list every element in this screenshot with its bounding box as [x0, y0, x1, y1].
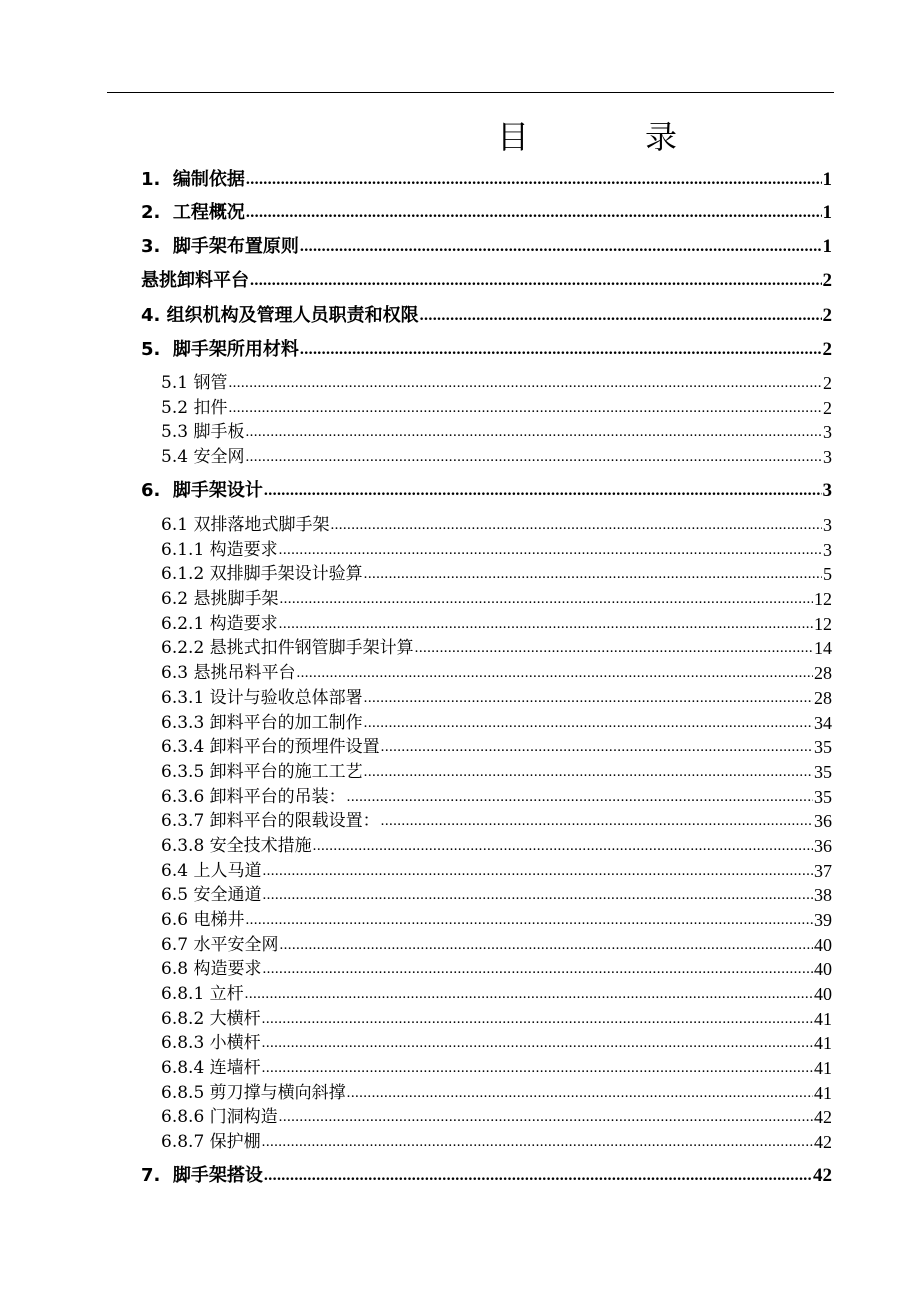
toc-entry-cantilever-platform[interactable]: [141, 269, 832, 293]
toc-entry-label: 6.8.2 大横杆: [161, 1009, 261, 1029]
toc-page-number: 3: [823, 540, 832, 560]
toc-page-number: 41: [814, 1009, 832, 1029]
toc-entry-6-1-2[interactable]: [161, 562, 832, 586]
dot-leader: [279, 587, 813, 611]
toc-entry-6-4[interactable]: [161, 859, 832, 883]
toc-entry-label: 6.1.1 构造要求: [161, 540, 278, 560]
dot-leader: [279, 538, 822, 562]
toc-page-number: 40: [814, 959, 832, 979]
toc-entry-label: 3. 脚手架布置原则: [141, 236, 299, 257]
toc-page-number: 41: [814, 1083, 832, 1103]
dot-leader: [246, 168, 822, 192]
toc-entry-6-3-4[interactable]: [161, 735, 832, 759]
toc-entry-label: 6.3.8 安全技术措施: [161, 836, 312, 856]
toc-page-number: 2: [823, 398, 832, 418]
dot-leader: [264, 479, 822, 503]
toc-page-number: 1: [822, 169, 832, 190]
toc-entry-label: 6. 脚手架设计: [141, 480, 263, 501]
dot-leader: [245, 982, 813, 1006]
toc-page-number: 28: [814, 663, 832, 683]
dot-leader: [347, 785, 813, 809]
toc-page-number: 42: [814, 1132, 832, 1152]
dot-leader: [228, 371, 822, 395]
toc-entry-6-1[interactable]: [161, 513, 832, 537]
toc-page-number: 41: [814, 1058, 832, 1078]
toc-entry-6-3-5[interactable]: [161, 760, 832, 784]
toc-entry-label: 1. 编制依据: [141, 169, 245, 190]
title-char-1: 目: [497, 118, 530, 156]
toc-page-number: 3: [823, 422, 832, 442]
toc-page-number: 35: [814, 737, 832, 757]
toc-entry-label: 2. 工程概况: [141, 202, 245, 223]
toc-entry-label: 6.2 悬挑脚手架: [161, 589, 279, 609]
dot-leader: [264, 1164, 812, 1188]
dot-leader: [262, 957, 813, 981]
toc-entry-label: 5.3 脚手板: [161, 422, 245, 442]
toc-entry-label: 6.3 悬挑吊料平台: [161, 663, 296, 683]
toc-entry-5-4[interactable]: [161, 445, 832, 469]
toc-page-number: 14: [814, 638, 832, 658]
toc-page-number: 40: [814, 984, 832, 1004]
toc-entry-label: 6.2.2 悬挑式扣件钢管脚手架计算: [161, 638, 414, 658]
toc-entry-label: 6.8.4 连墙杆: [161, 1058, 261, 1078]
toc-page-number: 35: [814, 762, 832, 782]
dot-leader: [420, 304, 822, 328]
dot-leader: [300, 338, 822, 362]
toc-entry-6-8-2[interactable]: [161, 1007, 832, 1031]
toc-entry-label: 6.8.7 保护棚: [161, 1132, 261, 1152]
toc-page-number: 37: [814, 861, 832, 881]
toc-page-number: 12: [814, 614, 832, 634]
toc-entry-label: 6.7 水平安全网: [161, 935, 279, 955]
toc-entry-label: 6.4 上人马道: [161, 861, 262, 881]
toc-entry-label: 6.8.3 小横杆: [161, 1033, 261, 1053]
toc-page-number: 1: [822, 202, 832, 223]
toc-entry-7[interactable]: [141, 1164, 832, 1188]
toc-page-number: 34: [814, 713, 832, 733]
toc-entry-6-3-6[interactable]: [161, 785, 832, 809]
toc-entry-label: 6.3.5 卸料平台的施工工艺: [161, 762, 363, 782]
toc-entry-6-8[interactable]: [161, 957, 832, 981]
toc-page-number: 2: [823, 373, 832, 393]
dot-leader: [296, 661, 813, 685]
dot-leader: [262, 883, 813, 907]
toc-entry-1[interactable]: [141, 168, 832, 192]
dot-leader: [262, 1130, 813, 1154]
toc-entry-6-8-5[interactable]: [161, 1081, 832, 1105]
toc-entry-label: 6.8 构造要求: [161, 959, 262, 979]
toc-entry-6-8-4[interactable]: [161, 1056, 832, 1080]
toc-entry-6-3-8[interactable]: [161, 834, 832, 858]
dot-leader: [245, 445, 822, 469]
dot-leader: [364, 686, 813, 710]
toc-entry-label: 6.1.2 双排脚手架设计验算: [161, 564, 363, 584]
toc-page-number: 40: [814, 935, 832, 955]
toc-entry-6[interactable]: [141, 479, 832, 503]
dot-leader: [245, 908, 813, 932]
toc-entry-4[interactable]: [141, 304, 832, 328]
dot-leader: [381, 735, 813, 759]
title-char-2: 录: [644, 118, 677, 156]
toc-entry-label: 5.4 安全网: [161, 447, 245, 467]
toc-page-number: 38: [814, 885, 832, 905]
toc-entry-label: 悬挑卸料平台: [141, 270, 249, 291]
toc-entry-6-2-1[interactable]: [161, 612, 832, 636]
toc-page-number: 41: [814, 1033, 832, 1053]
toc-entry-label: 6.3.4 卸料平台的预埋件设置: [161, 737, 380, 757]
toc-entry-label: 5.1 钢管: [161, 373, 228, 393]
toc-entry-6-8-7[interactable]: [161, 1130, 832, 1154]
header-rule: [107, 92, 834, 93]
toc-page-number: 3: [823, 515, 832, 535]
toc-entry-6-8-6[interactable]: [161, 1105, 832, 1129]
dot-leader: [364, 562, 822, 586]
toc-page-number: 5: [823, 564, 832, 584]
toc-entry-6-3-7[interactable]: [161, 809, 832, 833]
toc-entry-6-3-3[interactable]: [161, 711, 832, 735]
dot-leader: [279, 612, 813, 636]
toc-entry-5-1[interactable]: [161, 371, 832, 395]
toc-entry-label: 6.6 电梯井: [161, 910, 245, 930]
dot-leader: [262, 1031, 813, 1055]
dot-leader: [347, 1081, 813, 1105]
toc-entry-6-6[interactable]: [161, 908, 832, 932]
toc-entry-label: 6.3.1 设计与验收总体部署: [161, 688, 363, 708]
dot-leader: [300, 235, 822, 259]
dot-leader: [279, 933, 813, 957]
toc-entry-label: 7. 脚手架搭设: [141, 1165, 263, 1186]
dot-leader: [381, 809, 813, 833]
dot-leader: [330, 513, 822, 537]
dot-leader: [364, 760, 813, 784]
dot-leader: [228, 396, 822, 420]
dot-leader: [279, 1105, 813, 1129]
dot-leader: [262, 1007, 813, 1031]
toc-entry-label: 5.2 扣件: [161, 398, 228, 418]
toc-entry-6-3-1[interactable]: [161, 686, 832, 710]
toc-entry-6-3[interactable]: [161, 661, 832, 685]
toc-entry-6-5[interactable]: [161, 883, 832, 907]
dot-leader: [262, 859, 813, 883]
toc-entry-label: 6.3.3 卸料平台的加工制作: [161, 713, 363, 733]
dot-leader: [364, 711, 813, 735]
toc-entry-6-8-3[interactable]: [161, 1031, 832, 1055]
page-title: [497, 115, 677, 159]
toc-entry-label: 4. 组织机构及管理人员职责和权限: [141, 305, 419, 326]
toc-entry-6-8-1[interactable]: [161, 982, 832, 1006]
toc-page-number: 1: [822, 236, 832, 257]
toc-entry-2[interactable]: [141, 201, 832, 225]
toc-page-number: 2: [822, 305, 832, 326]
toc-page-number: 42: [814, 1107, 832, 1127]
dot-leader: [313, 834, 813, 858]
toc-entry-3[interactable]: [141, 235, 832, 259]
toc-page-number: 2: [822, 339, 832, 360]
toc-page-number: 3: [822, 480, 832, 501]
toc-entry-label: 6.8.5 剪刀撑与横向斜撑: [161, 1083, 346, 1103]
toc-entry-6-2[interactable]: [161, 587, 832, 611]
dot-leader: [250, 269, 822, 293]
toc-page-number: 36: [814, 811, 832, 831]
toc-entry-label: 6.3.6 卸料平台的吊装：: [161, 787, 346, 807]
dot-leader: [262, 1056, 813, 1080]
toc-page-number: 3: [823, 447, 832, 467]
toc-page-number: 42: [813, 1165, 832, 1186]
toc-page-number: 39: [814, 910, 832, 930]
toc-page-number: 35: [814, 787, 832, 807]
toc-entry-label: 5. 脚手架所用材料: [141, 339, 299, 360]
toc-entry-5-3[interactable]: [161, 420, 832, 444]
toc-entry-label: 6.3.7 卸料平台的限载设置：: [161, 811, 380, 831]
toc-entry-6-2-2[interactable]: [161, 636, 832, 660]
toc-page-number: 2: [822, 270, 832, 291]
toc-entry-label: 6.5 安全通道: [161, 885, 262, 905]
toc-entry-5-2[interactable]: [161, 396, 832, 420]
toc-entry-6-1-1[interactable]: [161, 538, 832, 562]
toc-entry-label: 6.8.6 门洞构造: [161, 1107, 278, 1127]
toc-entry-5[interactable]: [141, 338, 832, 362]
toc-entry-label: 6.8.1 立杆: [161, 984, 244, 1004]
dot-leader: [245, 420, 822, 444]
dot-leader: [246, 201, 822, 225]
toc-page-number: 12: [814, 589, 832, 609]
toc-page-number: 28: [814, 688, 832, 708]
toc-page-number: 36: [814, 836, 832, 856]
toc-entry-label: 6.2.1 构造要求: [161, 614, 278, 634]
toc-entry-6-7[interactable]: [161, 933, 832, 957]
dot-leader: [415, 636, 813, 660]
toc-entry-label: 6.1 双排落地式脚手架: [161, 515, 330, 535]
